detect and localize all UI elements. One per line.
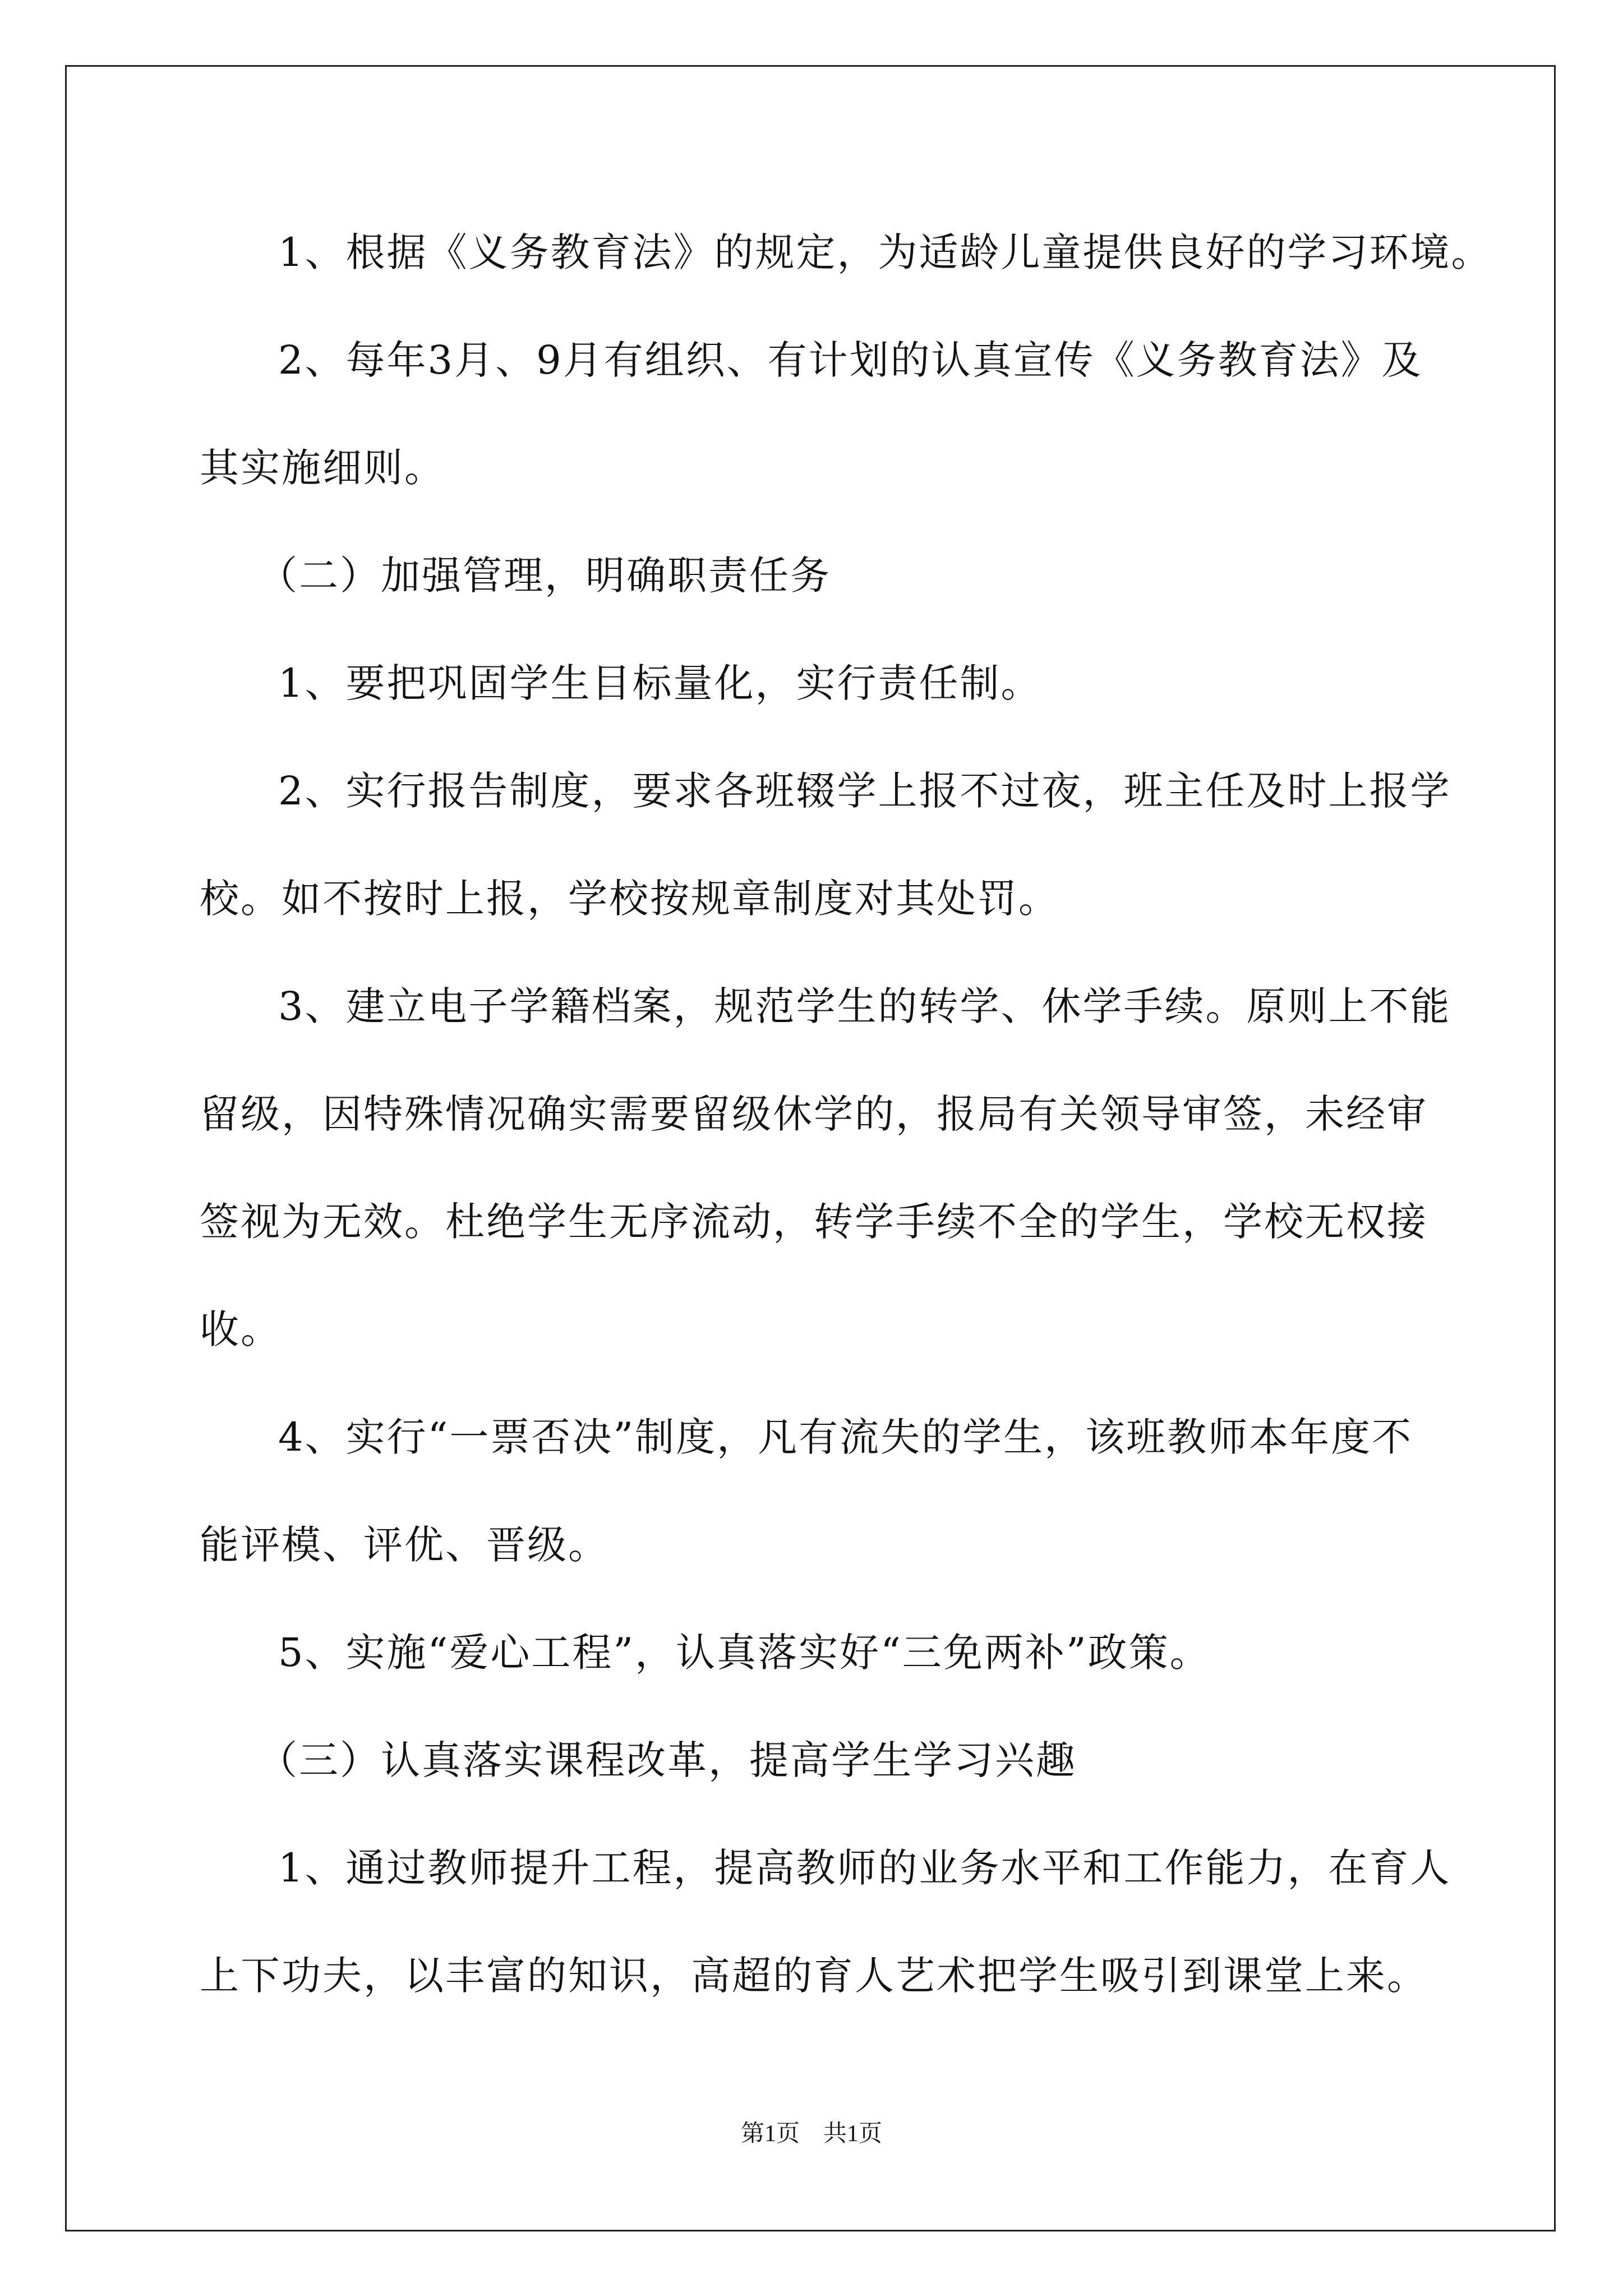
section-heading: （二）加强管理，明确职责任务 [258,553,831,599]
paragraph-line: 上下功夫，以丰富的知识，高超的育人艺术把学生吸引到课堂上来。 [200,1953,1428,1999]
page-footer: 第1页 共1页 [740,2121,882,2147]
paragraph-line: 其实施细则。 [200,445,445,491]
paragraph-line: 能评模、评优、晋级。 [200,1522,609,1568]
paragraph-line: 留级，因特殊情况确实需要留级休学的，报局有关领导审签，未经审 [200,1091,1428,1137]
paragraph-line: 2、每年3月、9月有组织、有计划的认真宣传《义务教育法》及 [278,337,1423,383]
paragraph-line: 校。如不按时上报，学校按规章制度对其处罚。 [200,876,1059,922]
paragraph-line: 2、实行报告制度，要求各班辍学上报不过夜，班主任及时上报学 [278,768,1451,814]
paragraph-line: 收。 [200,1306,282,1352]
paragraph-line: 3、建立电子学籍档案，规范学生的转学、休学手续。原则上不能 [278,983,1451,1029]
paragraph-line: 签视为无效。杜绝学生无序流动，转学手续不全的学生，学校无权接 [200,1199,1428,1245]
paragraph-line: 4、实行“一票否决”制度，凡有流失的学生，该班教师本年度不 [278,1414,1413,1460]
page-border [65,65,1556,2231]
paragraph-line: 1、通过教师提升工程，提高教师的业务水平和工作能力，在育人 [278,1845,1451,1891]
section-heading: （三）认真落实课程改革，提高学生学习兴趣 [258,1737,1077,1783]
paragraph-line: 5、实施“爱心工程”，认真落实好“三免两补”政策。 [278,1630,1211,1676]
paragraph-line: 1、要把巩固学生目标量化，实行责任制。 [278,660,1042,706]
paragraph-line: 1、根据《义务教育法》的规定，为适龄儿童提供良好的学习环境。 [278,229,1492,275]
